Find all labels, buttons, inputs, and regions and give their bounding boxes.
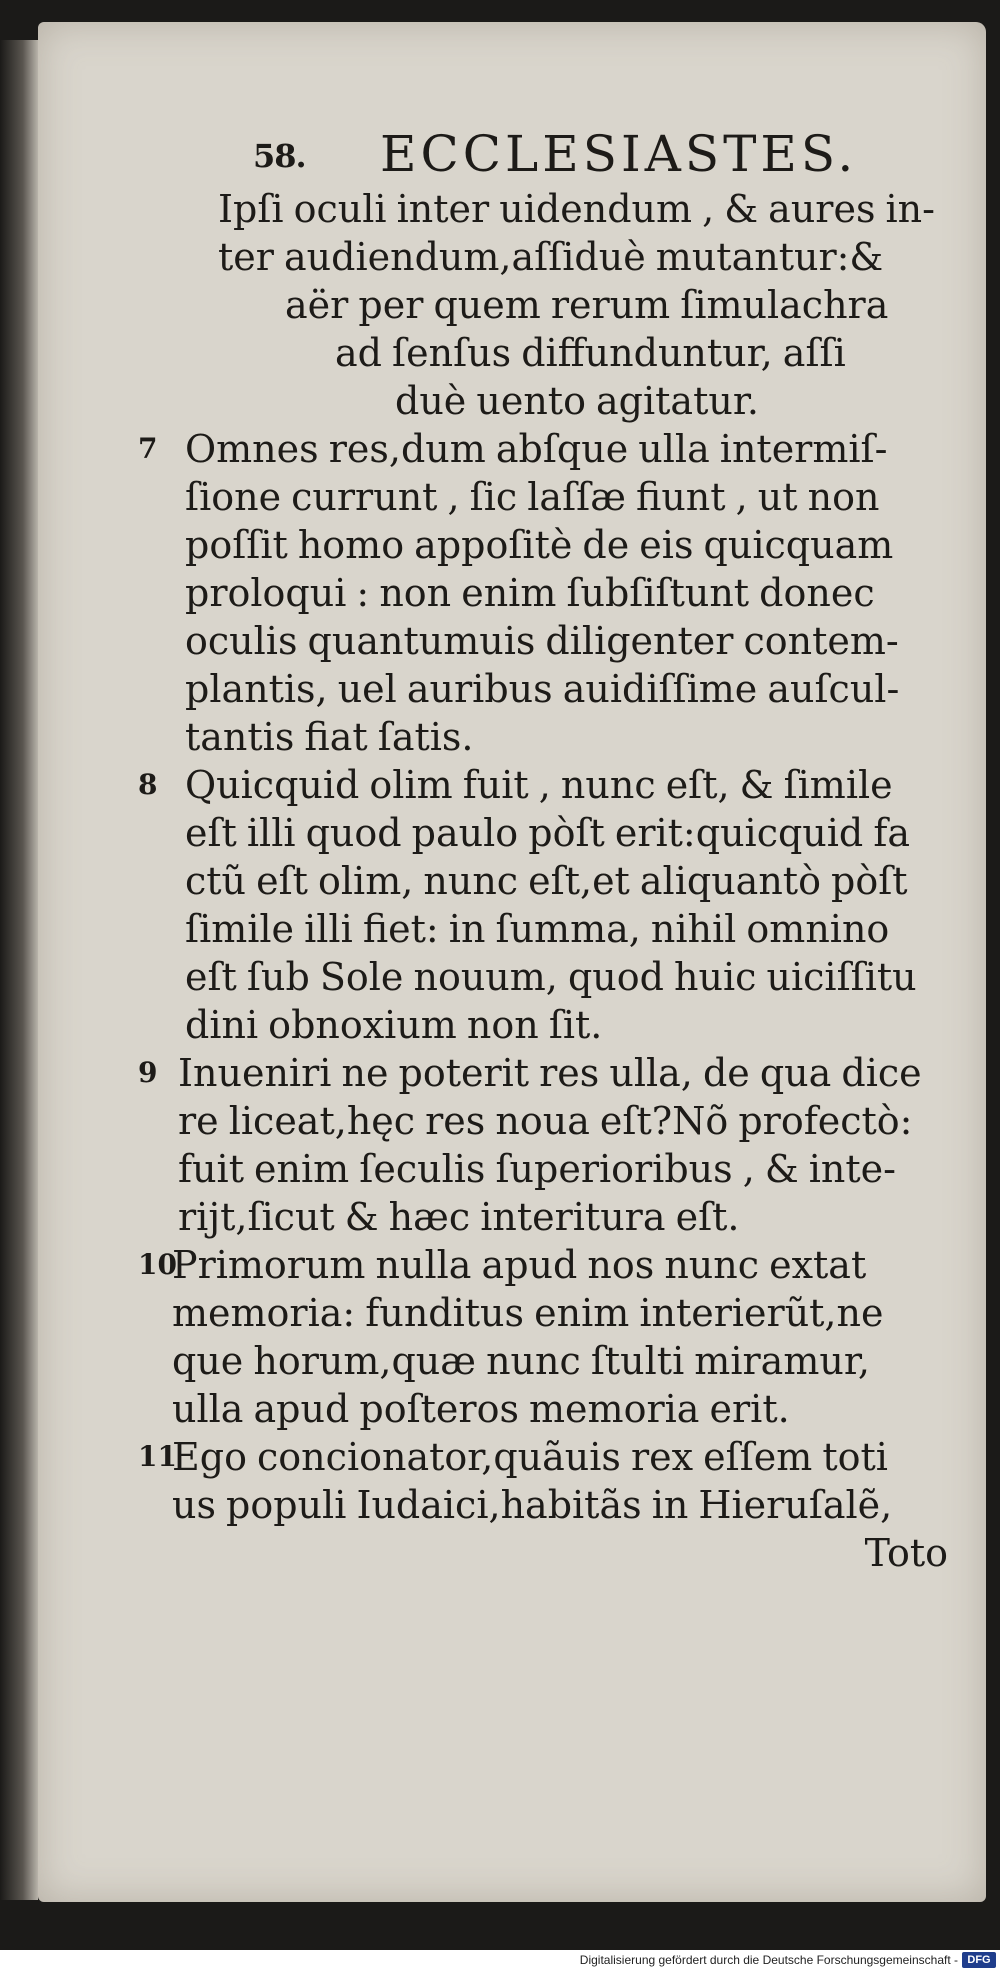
line-text: dini obnoxium non ſit.	[185, 1003, 603, 1047]
verse-number: 9	[138, 1056, 158, 1089]
text-line	[140, 329, 960, 377]
footer-credit: Digitalisierung gefördert durch die Deutsche Forschungsgemeinschaft -	[579, 1953, 958, 1967]
line-text: ulla apud poſteros memoria erit.	[172, 1387, 790, 1431]
line-text: ſimile illi fiet: in ſumma, nihil omnino	[185, 907, 890, 951]
line-text: Inueniri ne poterit res ulla, de qua dice	[178, 1051, 922, 1095]
text-line	[140, 1097, 960, 1145]
text-line	[140, 281, 960, 329]
line-text: proloqui : non enim ſubſiſtunt donec	[185, 571, 875, 615]
text-line	[140, 905, 960, 953]
page-edge	[0, 40, 38, 1900]
line-text: Ego concionator,quãuis rex eſſem toti	[172, 1435, 888, 1479]
line-text: ter audiendum,aſſiduè mutantur:&	[218, 235, 884, 279]
line-text: memoria: funditus enim interierũt,ne	[172, 1291, 884, 1335]
line-text: Ipſi oculi inter uidendum , & aures in-	[218, 187, 935, 231]
text-line	[140, 1001, 960, 1049]
line-text: eſt ſub Sole nouum, quod huic uiciſſitu	[185, 955, 917, 999]
text-line	[140, 1241, 960, 1289]
text-line	[140, 185, 960, 233]
text-line	[140, 761, 960, 809]
line-text: Quicquid olim fuit , nunc eſt, & ſimile	[185, 763, 893, 807]
text-line	[140, 809, 960, 857]
verse-number: 7	[138, 432, 158, 465]
text-line	[140, 377, 960, 425]
text-line	[140, 1289, 960, 1337]
text-line	[140, 521, 960, 569]
verse-number: 10	[138, 1248, 177, 1281]
text-line	[140, 953, 960, 1001]
dfg-logo: DFG	[962, 1952, 996, 1968]
page-header	[140, 115, 960, 185]
text-line	[140, 857, 960, 905]
text-line	[140, 1433, 960, 1481]
line-text: Omnes res,dum abſque ulla intermiſ-	[185, 427, 888, 471]
page-text	[140, 115, 960, 1577]
line-text: ctũ eſt olim, nunc eſt,et aliquantò pòſt	[185, 859, 908, 903]
text-line	[140, 1193, 960, 1241]
line-text: Primorum nulla apud nos nunc extat	[172, 1243, 867, 1287]
line-text: ſione currunt , ſic laſſæ fiunt , ut non	[185, 475, 880, 519]
line-text: rijt,ſicut & hæc interitura eſt.	[178, 1195, 740, 1239]
running-title: ECCLESIASTES.	[380, 125, 858, 183]
text-line	[140, 1385, 960, 1433]
line-text: aër per quem rerum ſimulachra	[285, 283, 889, 327]
line-text: que horum,quæ nunc ſtulti miramur,	[172, 1339, 870, 1383]
line-text: eſt illi quod paulo pòſt erit:quicquid fa	[185, 811, 911, 855]
text-line	[140, 665, 960, 713]
text-line	[140, 617, 960, 665]
line-text: poſſit homo appoſitè de eis quicquam	[185, 523, 894, 567]
line-text: duè uento agitatur.	[395, 379, 759, 423]
page-number: 58.	[253, 137, 306, 175]
catchword: Toto	[864, 1531, 948, 1575]
line-text: plantis, uel auribus auidiſſime auſcul-	[185, 667, 900, 711]
verse-number: 8	[138, 768, 158, 801]
text-line	[140, 1481, 960, 1529]
text-line	[140, 233, 960, 281]
verse-number: 11	[138, 1440, 177, 1473]
text-lines	[140, 185, 960, 1529]
text-line	[140, 1049, 960, 1097]
text-line	[140, 713, 960, 761]
text-line	[140, 425, 960, 473]
line-text: re liceat,hęc res noua eſt?Nõ profectò:	[178, 1099, 913, 1143]
text-line	[140, 473, 960, 521]
text-line	[140, 569, 960, 617]
line-text: tantis fiat ſatis.	[185, 715, 474, 759]
line-text: ad ſenſus diffunduntur, aſſi	[335, 331, 846, 375]
line-text: us populi Iudaici,habitãs in Hieruſalẽ,	[172, 1483, 893, 1527]
line-text: fuit enim ſeculis ſuperioribus , & inte-	[178, 1147, 896, 1191]
line-text: oculis quantumuis diligenter contem-	[185, 619, 899, 663]
text-line	[140, 1145, 960, 1193]
footer-bar	[0, 1950, 1000, 1971]
text-line	[140, 1337, 960, 1385]
